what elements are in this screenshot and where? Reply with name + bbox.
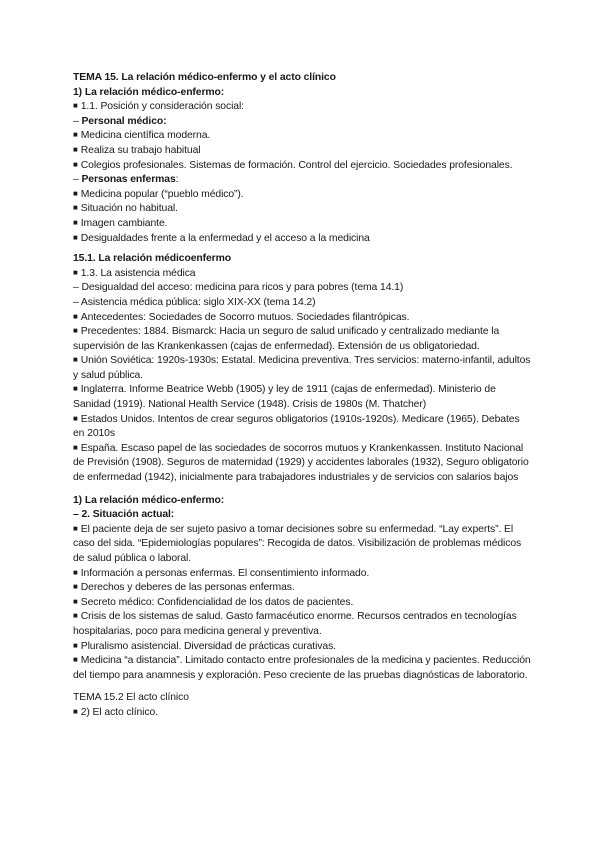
section-relacion-15-1 xyxy=(73,252,533,486)
list-item: ■ Antecedentes: Sociedades de Socorro mutuos. Sociedades filantrópicas. xyxy=(73,311,410,323)
bullet-icon: ■ xyxy=(73,640,78,650)
bullet-icon: ■ xyxy=(73,413,78,423)
bullet-icon: ■ xyxy=(73,611,78,621)
spacer xyxy=(73,683,533,691)
bullet-icon: ■ xyxy=(73,188,78,198)
section-heading: 1) La relación médico-enfermo: xyxy=(73,86,225,98)
section-relacion-2 xyxy=(73,494,533,684)
list-item: ■ Realiza su trabajo habitual xyxy=(73,144,201,156)
spacer xyxy=(73,486,533,494)
list-item: ■ Medicina popular (“pueblo médico”). xyxy=(73,188,244,200)
bullet-icon: ■ xyxy=(73,144,78,154)
list-item: ■ Estados Unidos. Intentos de crear seguros obligatorios (1910s-1920s). Medicare (1965). Debates en 2010s xyxy=(73,413,520,440)
section-heading: 1) La relación médico-enfermo: xyxy=(73,494,225,506)
bullet-icon: ■ xyxy=(73,203,78,213)
list-item: ■ Desigualdades frente a la enfermedad y el acceso a la medicina xyxy=(73,232,370,244)
bullet-icon: ■ xyxy=(73,159,78,169)
list-item: ■ Información a personas enfermas. El consentimiento informado. xyxy=(73,567,370,579)
subheading-personas-enfermas: – Personas enfermas: xyxy=(73,174,179,186)
document-page xyxy=(73,71,533,721)
list-item: ■ Unión Soviética: 1920s-1930s: Estatal. Medicina preventiva. Tres servicios: materno-infantil, adultos y salud pública. xyxy=(73,355,531,381)
list-item: ■ 1.3. La asistencia médica xyxy=(73,267,196,279)
bullet-icon: ■ xyxy=(73,523,78,533)
bullet-icon: ■ xyxy=(73,232,78,242)
list-item: ■ Pluralismo asistencial. Diversidad de prácticas curativas. xyxy=(73,640,336,652)
bullet-icon: ■ xyxy=(73,311,78,321)
subheading-situacion-actual: – 2. Situación actual: xyxy=(73,509,175,521)
bullet-icon: ■ xyxy=(73,582,78,592)
bullet-icon: ■ xyxy=(73,567,78,577)
section-acto-clinico xyxy=(73,691,533,720)
bullet-icon: ■ xyxy=(73,267,78,277)
list-item: ■ El paciente deja de ser sujeto pasivo a tomar decisiones sobre su enfermedad. “Lay experts”. El caso del sida. “Epidemiologías populares”: Recogida de datos. Visibilización de problemas médicos de salud pública o laboral. xyxy=(73,523,522,564)
bullet-icon: ■ xyxy=(73,101,78,111)
document-title: TEMA 15. La relación médico-enfermo y el acto clínico xyxy=(73,72,336,83)
section-relacion-1 xyxy=(73,86,533,247)
bullet-icon: ■ xyxy=(73,655,78,665)
list-item: ■ Derechos y deberes de las personas enfermas. xyxy=(73,582,295,594)
list-item: ■ Medicina científica moderna. xyxy=(73,130,211,142)
list-item: ■ Secreto médico: Confidencialidad de los datos de pacientes. xyxy=(73,596,354,608)
list-item: ■ Colegios profesionales. Sistemas de formación. Control del ejercicio. Sociedades profesionales. xyxy=(73,159,513,171)
bullet-icon: ■ xyxy=(73,384,78,394)
list-item: ■ 2) El acto clínico. xyxy=(73,706,158,718)
bullet-icon: ■ xyxy=(73,326,78,336)
list-item: ■ Imagen cambiante. xyxy=(73,217,168,229)
section-heading: TEMA 15.2 El acto clínico xyxy=(73,692,189,704)
list-item: ■ Crisis de los sistemas de salud. Gasto farmacéutico enorme. Recursos centrados en tecnologías hospitalarias, poco para medicina general y preventiva. xyxy=(73,611,517,637)
list-item: ■ Medicina “a distancia”. Limitado contacto entre profesionales de la medicina y pacientes. Reducción del tiempo para anamnesis y exploración. Peso creciente de las pruebas diagnósticas de laboratorio. xyxy=(73,655,531,681)
list-item: ■ España. Escaso papel de las sociedades de socorros mutuos y Krankenkassen. Instituto Nacional de Previsión (1908). Seguros de maternidad (1929) y accidentes laborales (1932), Seguro obligatorio de enfermedad (1942), inicialmente para trabajadores industriales y de servicios con salarios bajos xyxy=(73,442,529,484)
bullet-icon: ■ xyxy=(73,355,78,365)
subheading-personal-medico: – Personal médico: xyxy=(73,115,167,127)
bullet-icon: ■ xyxy=(73,442,78,452)
list-item: ■ 1.1. Posición y consideración social: xyxy=(73,101,244,113)
dash-item: – Asistencia médica pública: siglo XIX-XX (tema 14.2) xyxy=(73,296,316,308)
bullet-icon: ■ xyxy=(73,130,78,140)
list-item: ■ Situación no habitual. xyxy=(73,203,178,215)
list-item: ■ Precedentes: 1884. Bismarck: Hacia un seguro de salud unificado y centralizado mediante la supervisión de las Krankenkassen (cajas de enfermedad). Extensión de us obligatoriedad. xyxy=(73,326,500,352)
section-heading: 15.1. La relación médicoenfermo xyxy=(73,253,232,265)
bullet-icon: ■ xyxy=(73,706,78,716)
bullet-icon: ■ xyxy=(73,596,78,606)
bullet-icon: ■ xyxy=(73,217,78,227)
dash-item: – Desigualdad del acceso: medicina para ricos y para pobres (tema 14.1) xyxy=(73,282,404,294)
list-item: ■ Inglaterra. Informe Beatrice Webb (1905) y ley de 1911 (cajas de enfermedad). Ministerio de Sanidad (1919). National Health Service (1948). Crisis de 1980s (M. Thatcher) xyxy=(73,384,496,411)
